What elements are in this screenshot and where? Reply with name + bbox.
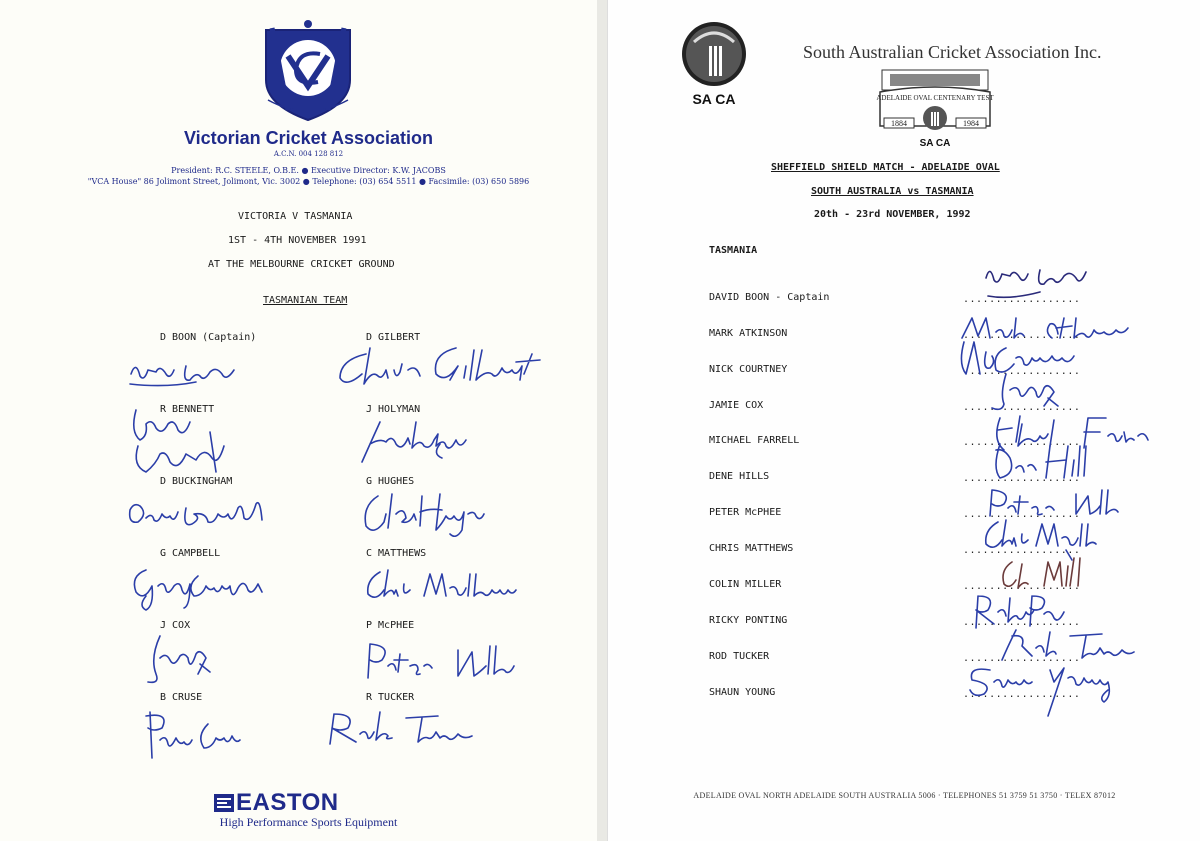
signature-mcphee (362, 636, 522, 684)
saca-fixture: SOUTH AUSTRALIA vs TASMANIA (811, 186, 974, 197)
vca-title: Victorian Cricket Association (183, 128, 434, 148)
saca-footer-address: ADELAIDE OVAL NORTH ADELAIDE SOUTH AUSTRALIA 5006 · TELEPHONES 51 3759 51 3750 · TELEX 87012 (693, 791, 1116, 800)
player-name: B CRUSE (160, 692, 203, 703)
signature-shaun-young (964, 656, 1134, 720)
player-name: D BOON (Captain) (160, 332, 257, 343)
signature-line: .................. (963, 294, 1081, 305)
vca-dates: 1ST - 4TH NOVEMBER 1991 (228, 235, 367, 246)
vca-acn: A.C.N. 004 128 812 (273, 150, 344, 158)
signature-jamie-cox (982, 370, 1072, 412)
signature-line: .................. (963, 437, 1081, 448)
player-name: PETER McPHEE (709, 507, 782, 518)
signature-hughes (356, 486, 496, 548)
player-name: CHRIS MATTHEWS (709, 543, 794, 554)
player-name: JAMIE COX (709, 400, 764, 411)
sheet-divider (597, 0, 607, 841)
signature-bennett (126, 402, 236, 480)
vca-team-sheet (0, 0, 597, 841)
player-name: J COX (160, 620, 191, 631)
player-name: MARK ATKINSON (709, 328, 788, 339)
signature-cox (130, 628, 220, 690)
signature-dene-hills (982, 438, 1102, 486)
easton-tagline: High Performance Sports Equipment (219, 815, 398, 829)
centenary-test-logo (870, 66, 1000, 150)
vca-venue: AT THE MELBOURNE CRICKET GROUND (208, 259, 395, 270)
easton-wordmark: EASTON (236, 789, 339, 816)
vca-team-heading: TASMANIAN TEAM (263, 295, 348, 306)
player-name: DENE HILLS (709, 471, 770, 482)
player-name: D BUCKINGHAM (160, 476, 233, 487)
player-name: C MATTHEWS (366, 548, 427, 559)
signature-line: .................. (963, 330, 1081, 341)
signature-line: .................. (963, 617, 1081, 628)
saca-team: TASMANIA (709, 245, 758, 256)
centenary-saca-text: SA CA (919, 138, 951, 149)
player-name: COLIN MILLER (709, 579, 782, 590)
saca-logo (676, 20, 752, 108)
signature-buckingham (124, 484, 274, 534)
signature-gilbert (336, 340, 546, 390)
player-name: R TUCKER (366, 692, 415, 703)
player-name: NICK COURTNEY (709, 364, 788, 375)
signature-line: .................. (963, 581, 1081, 592)
player-name: RICKY PONTING (709, 615, 788, 626)
signature-line: .................. (963, 689, 1081, 700)
signature-line: .................. (963, 545, 1081, 556)
vca-officers: President: R.C. STEELE, O.B.E. ● Executive Director: K.W. JACOBS (171, 166, 446, 175)
saca-dates: 20th - 23rd NOVEMBER, 1992 (814, 209, 971, 220)
centenary-year-end: 1984 (963, 119, 979, 128)
signature-david-boon (980, 258, 1090, 302)
saca-title: South Australian Cricket Association Inc. (803, 42, 1102, 62)
player-name: DAVID BOON - Captain (709, 292, 830, 303)
saca-match: SHEFFIELD SHIELD MATCH - ADELAIDE OVAL (771, 162, 1000, 173)
vca-address: "VCA House" 86 Jolimont Street, Jolimont, Vic. 3002 ● Telephone: (03) 654 5511 ● Facsimile: (03) 650 5896 (87, 177, 530, 186)
player-name: R BENNETT (160, 404, 215, 415)
player-name: ROD TUCKER (709, 651, 770, 662)
signature-boon (126, 352, 246, 392)
player-name: J HOLYMAN (366, 404, 421, 415)
vca-match: VICTORIA V TASMANIA (238, 211, 353, 222)
saca-logo-text: SA CA (692, 91, 736, 107)
centenary-label: ADELAIDE OVAL CENTENARY TEST (876, 94, 994, 102)
signature-holyman (352, 414, 482, 474)
player-name: P McPHEE (366, 620, 415, 631)
signature-matthews (362, 566, 522, 606)
signature-line: .................. (963, 473, 1081, 484)
signature-cruse (140, 706, 250, 762)
signature-line: .................. (963, 509, 1081, 520)
player-name: G CAMPBELL (160, 548, 221, 559)
signature-line: .................. (963, 402, 1081, 413)
player-name: MICHAEL FARRELL (709, 435, 800, 446)
signature-line: .................. (963, 653, 1081, 664)
vca-crest-logo (258, 20, 358, 124)
signature-peter-mcphee (984, 484, 1124, 520)
centenary-year-start: 1884 (891, 119, 907, 128)
player-name: G HUGHES (366, 476, 415, 487)
player-name: SHAUN YOUNG (709, 687, 776, 698)
signature-campbell (128, 556, 278, 614)
signature-tucker (326, 704, 476, 750)
player-name: D GILBERT (366, 332, 421, 343)
saca-team-sheet (607, 0, 1200, 841)
signature-line: .................. (963, 366, 1081, 377)
